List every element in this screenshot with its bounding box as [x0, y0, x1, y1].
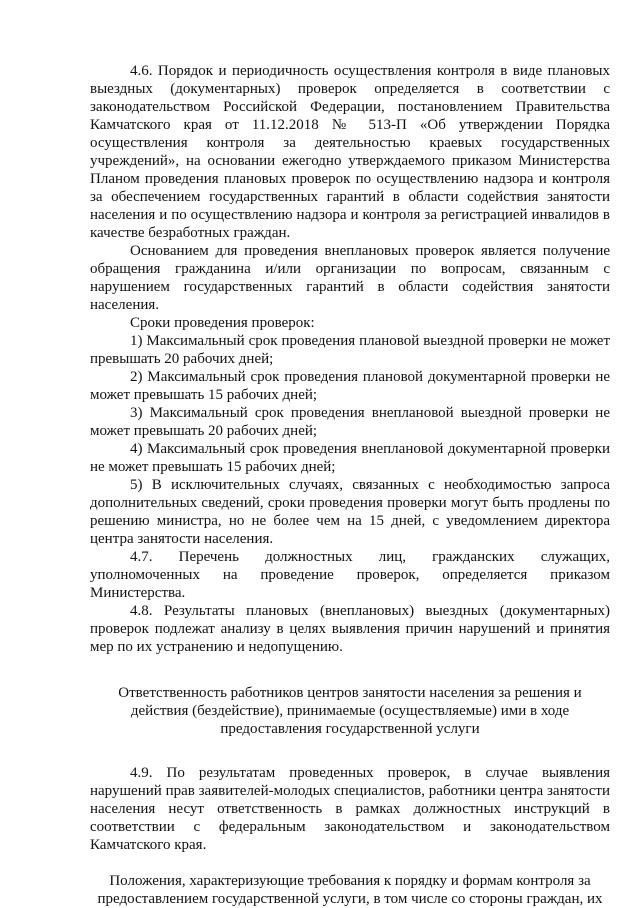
list-item-term-2: 2) Максимальный срок проведения плановой документарной проверки не может превышать 15 рабочих дней;	[90, 369, 610, 403]
list-item-term-4: 4) Максимальный срок проведения внеплановой документарной проверки не может превышать 15 рабочих дней;	[90, 441, 610, 475]
paragraph-4-7: 4.7. Перечень должностных лиц, гражданских служащих, уполномоченных на проведение проверок, определяется приказом Министерства.	[90, 549, 610, 601]
section-heading-responsibility	[90, 684, 610, 738]
list-item-term-3: 3) Максимальный срок проведения внеплановой выездной проверки не может превышать 20 рабочих дней;	[90, 405, 610, 439]
paragraph-4-9: 4.9. По результатам проведенных проверок, в случае выявления нарушений прав заявителей-молодых специалистов, работники центра занятости населения несут ответственность в рамках должностных инструкций в соответствии с федеральным законодательством и законодательством Камчатского края.	[90, 765, 610, 853]
heading-line: действия (бездействие), принимаемые (осуществляемые) ими в ходе	[130, 703, 570, 719]
paragraph-4-6: 4.6. Порядок и периодичность осуществления контроля в виде плановых выездных (документарных) проверок определяется в соответствии с законодательством Российской Федерации, постановлением Правительства Камчатского края от 11.12.2018 № 513-П «Об утверждении Порядка осуществления контроля за деятельностью краевых государственных учреждений», на основании ежегодно утверждаемого приказом Министерства Планом проведения плановых проверок по осуществлению надзора и контроля за обеспечением государственных гарантий в области содействия занятости населения и по осуществлению надзора и контроля за регистрацией инвалидов в качестве безработных граждан.	[90, 63, 610, 241]
heading-line: предоставления государственной услуги	[220, 721, 480, 737]
heading-line: Ответственность работников центров занятости населения за решения и	[118, 685, 582, 701]
list-item-term-5: 5) В исключительных случаях, связанных с необходимостью запроса дополнительных сведений, сроки проведения проверки могут быть продлены по решению министра, но не более чем на 15 дней, с уведомлением директора центра занятости населения.	[90, 477, 610, 547]
heading-line: Положения, характеризующие требования к порядку и формам контроля за	[109, 873, 591, 889]
heading-line: предоставлением государственной услуги, в том числе со стороны граждан, их	[97, 891, 603, 907]
section-heading-requirements	[90, 872, 610, 908]
paragraph-terms-title: Сроки проведения проверок:	[130, 315, 315, 331]
document-page	[90, 62, 610, 908]
paragraph-unscheduled-basis: Основанием для проведения внеплановых проверок является получение обращения гражданина и/или организации по вопросам, связанным с нарушением государственных гарантий в области содействия занятости населения.	[90, 243, 610, 313]
paragraph-4-8: 4.8. Результаты плановых (внеплановых) выездных (документарных) проверок подлежат анализу в целях выявления причин нарушений и принятия мер по их устранению и недопущению.	[90, 603, 610, 655]
list-item-term-1: 1) Максимальный срок проведения плановой выездной проверки не может превышать 20 рабочих дней;	[90, 333, 610, 367]
